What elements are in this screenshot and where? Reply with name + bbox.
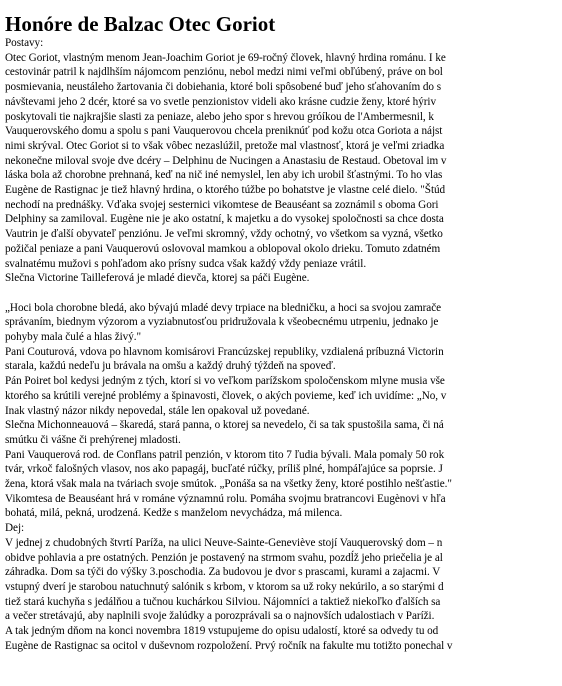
text-line: nechodí na prednášky. Vďaka svojej sesternici vikomtese de Beauséant sa zoznámil s oboma Gori	[5, 198, 439, 211]
text-line: Pani Vauquerová rod. de Conflans patril penzión, v ktorom tito 7 ľudia bývali. Mala pomaly 50 rok	[5, 448, 445, 461]
text-line: návštevami jeho 2 dcér, ktoré sa vo svetle penzionistov videli ako krásne cudzie ženy, ktoré hýriv	[5, 95, 437, 108]
text-line: „Hoci bola chorobne bledá, ako bývajú mladé devy trpiace na bledničku, a hoci sa svojou zamrače	[5, 301, 442, 314]
text-line: tvár, vrkoč falošných vlasov, nos ako papagáj, bucľaté rúčky, príliš plné, hompáľajúce sa poprsie. J	[5, 463, 443, 476]
text-line: posmievania, neustáleho žartovania či dobiehania, ktoré boli spôsobené buď jeho sťahovaním do s	[5, 81, 442, 94]
text-line: Vautrin je ďalší obyvateľ penziónu. Je veľmi skromný, vždy ochotný, vo všetkom sa vyzná, všetko	[5, 228, 443, 241]
text-line: Otec Goriot, vlastným menom Jean-Joachim Goriot je 69-ročný človek, hlavný hrdina románu. I ke	[5, 51, 446, 64]
text-line: svalnatému mužovi s pohľadom ako prísny sudca však každý vždy peniaze vrátil.	[5, 257, 367, 270]
paragraph-gap	[5, 286, 562, 301]
text-line: Vauquerovského domu a spolu s pani Vauquerovou chcela preniknúť pod kožu otca Goriota a nájst	[5, 125, 443, 138]
document-body	[5, 36, 562, 654]
text-line: Slečna Michonneauová – škaredá, stará panna, o ktorej sa nevedelo, či sa tak spustošila sama, či ná	[5, 419, 444, 432]
text-line: poskytovali tie najkrajšie slasti za peniaze, alebo jeho spor s hrevou gróíkou de l'Ambermesnil, k	[5, 110, 434, 123]
document-title: Honóre de Balzac Otec Goriot	[5, 12, 276, 36]
text-line: bohatá, milá, pekná, urodzená. Kedže s manželom nevychádza, má milenca.	[5, 507, 343, 520]
text-line: Dej:	[5, 522, 25, 535]
text-line: V jednej z chudobných štvrtí Paríža, na ulici Neuve-Sainte-Geneviève stojí Vauquerovský dom – n	[5, 536, 443, 549]
text-line: Inak vlastný názor nikdy nepovedal, stále len opakoval už povedané.	[5, 404, 310, 417]
text-line: vstupný dverí je starobou natuchnutý salónik s krbom, v ktorom sa už roky nekúrilo, a so starými d	[5, 581, 444, 593]
text-line: obidve pohlavia a pre ostatných. Penzión je postavený na strmom svahu, pozdĺž jeho priečelia je al	[5, 551, 443, 564]
text-line: správaním, biednym výzorom a vyziabnutosťou pridružovala k všeobecnému utrpeniu, jednako je	[5, 316, 439, 329]
text-line: Eugène de Rastignac sa ocitol v duševnom rozpoložení. Prvý ročník na fakulte mu totižto ponechal v	[5, 639, 453, 652]
text-line: nimi skrýval. Otec Goriot si to však vôbec nezaslúžil, pretože mal vlastnosť, ktorá je veľmi zriadka	[5, 139, 445, 152]
text-line: a večer stretávajú, aby naplnili svoje žalúdky a porozprávali sa o najnovších udalostiach v Paríži.	[5, 610, 435, 623]
text-line: smútku či vášne či prehýrenej mladosti.	[5, 433, 181, 446]
text-line: Delphiny sa zamiloval. Eugène nie je ako ostatní, k majetku a do vysokej spoločnosti sa chce dosta	[5, 213, 444, 226]
text-line: Eugène de Rastignac je tiež hlavný hrdina, o ktorého túžbe po bohatstve je vlastne celé dielo. "Štúd	[5, 184, 446, 197]
text-line: nekonečne miloval svoje dve dcéry – Delphinu de Nucingen a Anastasiu de Restaud. Obetoval im v	[5, 154, 447, 167]
text-line: cestovinár patril k najdlhším nájomcom penziónu, nebol medzi nimi veľmi obľúbený, práve on bol	[5, 66, 443, 79]
text-line: požičal peniaze a pani Vauquerovú oslovoval mamkou a oblopoval okolo drieku. Tomuto zdatném	[5, 242, 441, 255]
text-line: tiež stará kuchyňa s jedálňou a tučnou kuchárkou Silviou. Nájomníci a taktiež niekoľko ďalších sa	[5, 595, 441, 608]
text-line: starala, každú nedeľu ju brávala na omšu a každý druhý týždeň na spoveď.	[5, 360, 336, 373]
text-line: Slečna Victorine Tailleferová je mladé dievča, ktorej sa páči Eugène.	[5, 272, 310, 285]
text-line: Pani Couturová, vdova po hlavnom komisárovi Francúzskej republiky, vzdialená príbuzná Victorin	[5, 345, 444, 358]
text-line: pohyby mala čulé a hlas živý."	[5, 331, 142, 344]
text-line: láska bola až chorobne prehnaná, keď na nič iné nemyslel, len aby ich urobil šťastnými. To ho vlas	[5, 169, 443, 182]
text-line: žena, ktorá však mala na tváriach svoje smútok. „Ponáša sa na všetky ženy, ktoré postihlo nešťastie."	[5, 478, 452, 491]
text-line: ktorého sa krútili verejné problémy a špinavosti, človek, o akých povieme, keď ich uvidíme: „No, v	[5, 389, 447, 402]
text-line: A tak jedným dňom na konci novembra 1819 vstupujeme do opisu udalostí, ktoré sa odvedy tu od	[5, 625, 439, 638]
text-line: Vikomtesa de Beauséant hrá v románe významnú rolu. Pomáha svojmu bratrancovi Eugènovi v hľa	[5, 492, 446, 505]
text-line: Pán Poiret bol kedysi jedným z tých, ktorí si vo veľkom parížskom spoločenskom mlyne musia vše	[5, 375, 445, 388]
text-line: Postavy:	[5, 37, 44, 49]
text-line: záhradka. Dom sa týči do výšky 3.poschodia. Za budovou je dvor s prascami, kurami a zajacmi. V	[5, 566, 441, 579]
